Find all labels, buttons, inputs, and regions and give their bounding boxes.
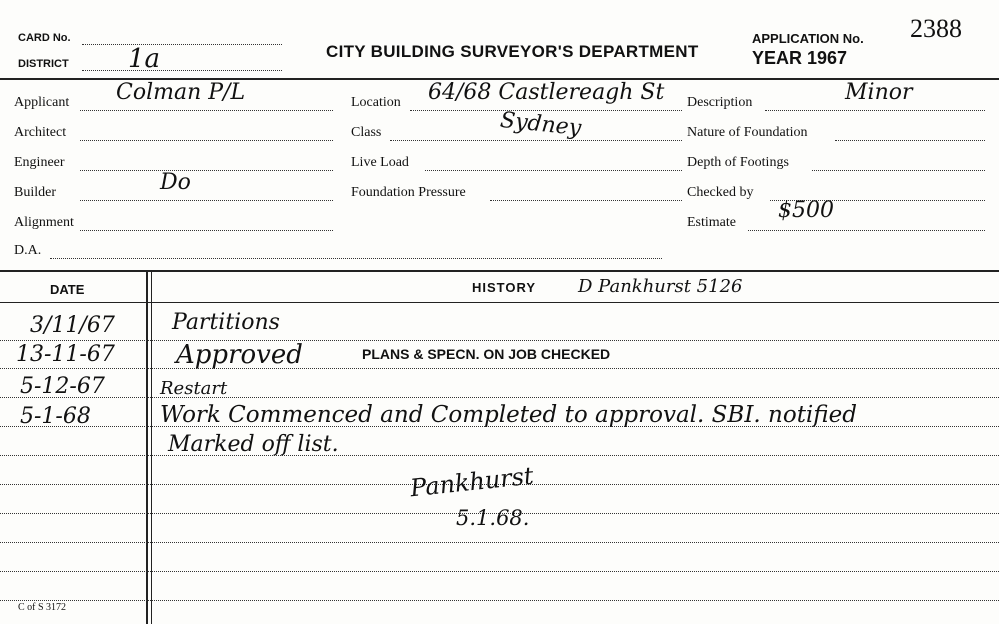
history-date: 5-12-67 bbox=[20, 374, 105, 399]
applicant-line bbox=[80, 110, 333, 111]
description-value: Minor bbox=[845, 80, 913, 105]
builder-line bbox=[80, 200, 333, 201]
da-label: D.A. bbox=[14, 243, 42, 258]
estimate-line bbox=[748, 230, 985, 231]
application-number: 2388 bbox=[910, 14, 962, 43]
ruled-line bbox=[0, 600, 999, 601]
live-load-line bbox=[425, 170, 682, 171]
depth-of-footings-label: Depth of Footings bbox=[687, 155, 789, 170]
nature-of-foundation-label: Nature of Foundation bbox=[687, 125, 808, 140]
description-label: Description bbox=[687, 95, 753, 110]
district-value: 1a bbox=[128, 44, 161, 74]
signature: Pankhurst bbox=[408, 461, 535, 503]
ruled-line bbox=[0, 368, 999, 369]
alignment-line bbox=[80, 230, 333, 231]
district-label: DISTRICT bbox=[18, 58, 69, 70]
estimate-label: Estimate bbox=[687, 215, 736, 230]
district-line bbox=[82, 70, 282, 71]
alignment-label: Alignment bbox=[14, 215, 74, 230]
stamp-text: PLANS & SPECN. ON JOB CHECKED bbox=[362, 346, 611, 362]
ruled-line bbox=[0, 340, 999, 341]
history-note: D Pankhurst 5126 bbox=[578, 276, 743, 297]
signature-date: 5.1.68. bbox=[456, 506, 530, 530]
history-date: 13-11-67 bbox=[16, 342, 115, 367]
class-line bbox=[390, 140, 682, 141]
engineer-line bbox=[80, 170, 333, 171]
da-line bbox=[50, 258, 662, 259]
form-code: C of S 3172 bbox=[18, 602, 67, 613]
history-entry: Restart bbox=[160, 378, 228, 399]
application-label: APPLICATION No. bbox=[752, 31, 864, 46]
history-date: 3/11/67 bbox=[30, 313, 115, 338]
depth-of-footings-line bbox=[812, 170, 985, 171]
history-header-rule bbox=[0, 302, 999, 303]
estimate-value: $500 bbox=[778, 198, 834, 223]
card-no-line bbox=[82, 44, 282, 45]
applicant-value: Colman P/L bbox=[116, 80, 246, 105]
ruled-line bbox=[0, 397, 999, 398]
history-continuation: Marked off list. bbox=[168, 432, 339, 457]
history-entry: Work Commenced and Completed to approval. SBI. notified bbox=[160, 402, 857, 428]
history-entry: Approved bbox=[176, 340, 303, 370]
applicant-label: Applicant bbox=[14, 95, 70, 110]
location-value: 64/68 Castlereagh St bbox=[428, 80, 665, 105]
location-line bbox=[410, 110, 682, 111]
section-rule-top bbox=[0, 270, 999, 272]
date-column-header: DATE bbox=[50, 282, 85, 297]
foundation-pressure-line bbox=[490, 200, 682, 201]
builder-value: Do bbox=[160, 170, 191, 195]
engineer-label: Engineer bbox=[14, 155, 65, 170]
architect-label: Architect bbox=[14, 125, 67, 140]
history-entry: Partitions bbox=[172, 310, 280, 335]
location-label: Location bbox=[351, 95, 401, 110]
class-value: Sydney bbox=[498, 107, 583, 142]
ruled-line bbox=[0, 571, 999, 572]
live-load-label: Live Load bbox=[351, 155, 409, 170]
ruled-line bbox=[0, 455, 999, 456]
year-label: YEAR 1967 bbox=[752, 48, 848, 68]
description-line bbox=[765, 110, 985, 111]
card-no-label: CARD No. bbox=[18, 32, 71, 44]
department-title: CITY BUILDING SURVEYOR'S DEPARTMENT bbox=[326, 42, 699, 61]
history-date: 5-1-68 bbox=[20, 404, 91, 429]
builder-label: Builder bbox=[14, 185, 56, 200]
checked-by-label: Checked by bbox=[687, 185, 754, 200]
class-label: Class bbox=[351, 125, 382, 140]
nature-of-foundation-line bbox=[835, 140, 985, 141]
foundation-pressure-label: Foundation Pressure bbox=[351, 185, 466, 200]
ruled-line bbox=[0, 542, 999, 543]
history-column-header: HISTORY bbox=[472, 280, 537, 295]
architect-line bbox=[80, 140, 333, 141]
